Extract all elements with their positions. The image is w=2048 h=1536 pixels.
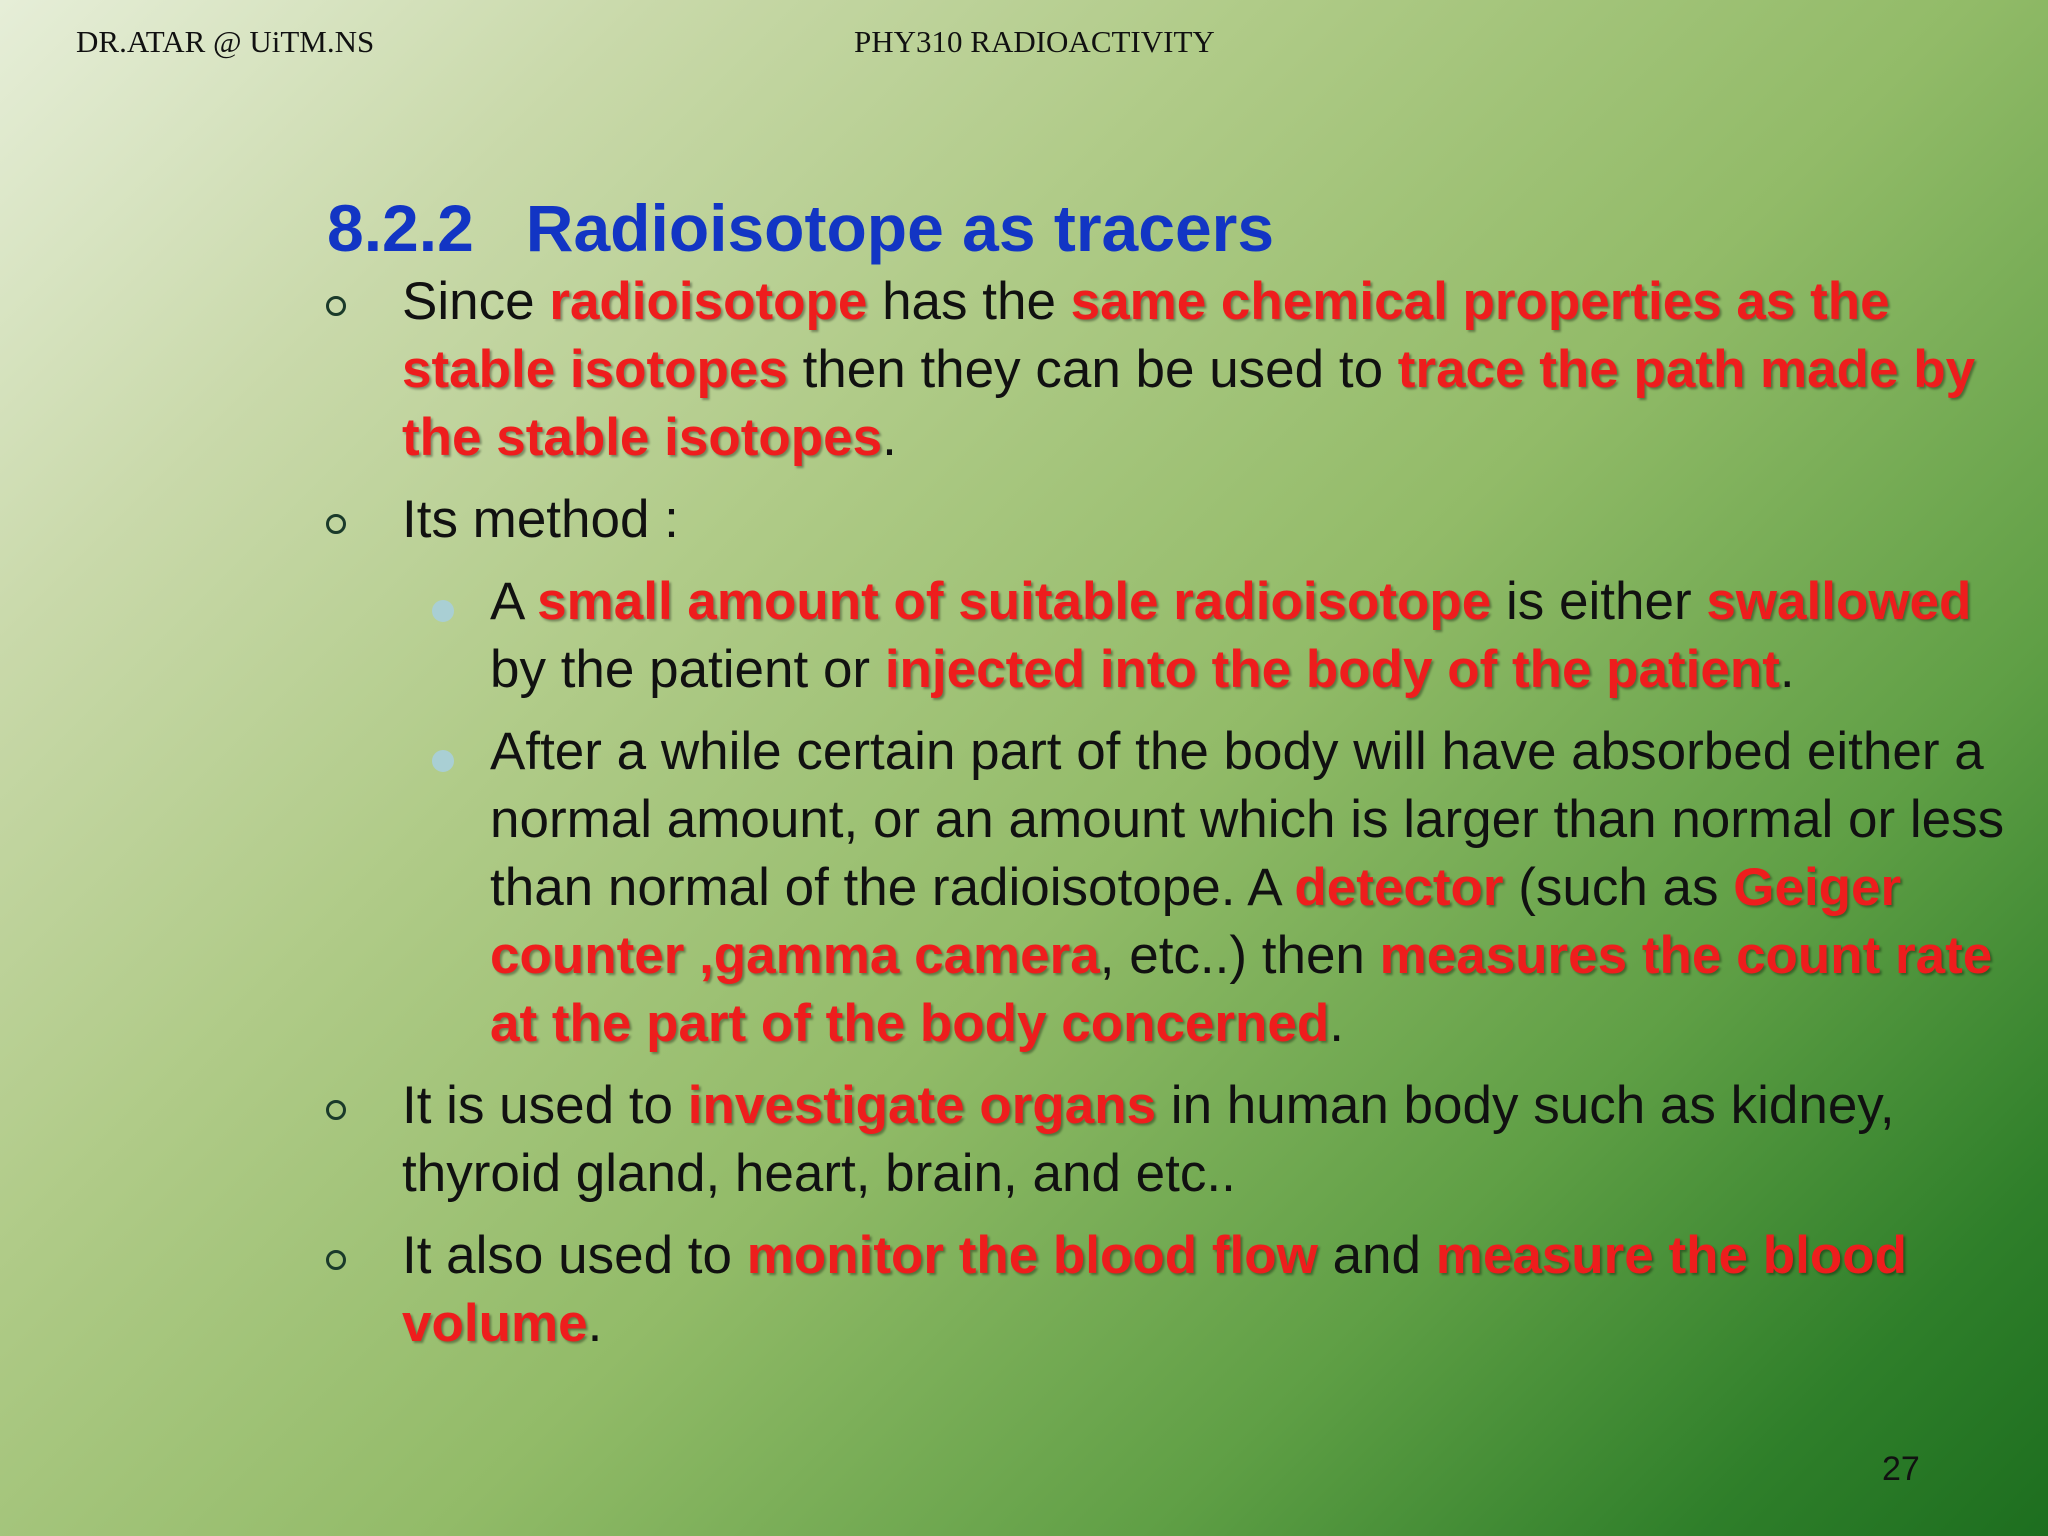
text: . <box>587 1294 603 1353</box>
highlight: detector <box>1294 858 1504 917</box>
hollow-circle-bullet-icon <box>326 1100 346 1120</box>
text: It also used to <box>402 1226 747 1285</box>
highlight: trace the path made by the stable isotopes <box>402 340 1976 467</box>
text: After a while certain part of the body will have absorbed either a normal amount, or an amount which is larger than normal or less than normal of the radioisotope. A <box>490 722 2005 917</box>
slide-title <box>327 190 1274 266</box>
bullet-investigate-organs <box>326 1072 2016 1208</box>
highlight: small amount of suitable radioisotope <box>537 572 1492 631</box>
highlight: investigate organs <box>687 1076 1157 1135</box>
slide-content <box>326 268 2016 1372</box>
highlight: Geiger counter ,gamma camera <box>490 858 1902 985</box>
text: is either <box>1491 572 1707 631</box>
hollow-circle-bullet-icon <box>326 296 346 316</box>
highlight: injected into the body of the patient <box>884 640 1780 699</box>
text: has the <box>867 272 1071 331</box>
text: A <box>490 572 538 631</box>
section-number: 8.2.2 <box>327 191 474 265</box>
text: . <box>1779 640 1795 699</box>
highlight: radioisotope <box>549 272 868 331</box>
header-author: DR.ATAR @ UiTM.NS <box>76 24 375 59</box>
highlight: measure the blood volume <box>402 1226 1907 1353</box>
text: in human body such as kidney, thyroid gland, heart, brain, and etc.. <box>402 1076 1895 1203</box>
highlight: swallowed <box>1706 572 1972 631</box>
text: (such as <box>1503 858 1734 917</box>
text: Its method : <box>402 490 679 549</box>
text: . <box>882 408 897 467</box>
filled-dot-bullet-icon <box>432 750 454 772</box>
sub-bullet-detector <box>326 718 2016 1058</box>
text: then they can be used to <box>787 340 1398 399</box>
highlight: measures the count rate at the part of the body concerned <box>490 926 1993 1053</box>
hollow-circle-bullet-icon <box>326 1250 346 1270</box>
highlight: monitor the blood flow <box>746 1226 1318 1285</box>
bullet-blood-flow <box>326 1222 2016 1358</box>
highlight: same chemical properties as the stable isotopes <box>402 272 1890 399</box>
header-course: PHY310 RADIOACTIVITY <box>854 24 1215 59</box>
text: . <box>1329 994 1344 1053</box>
section-title: Radioisotope as tracers <box>525 191 1275 265</box>
hollow-circle-bullet-icon <box>326 514 346 534</box>
text: , etc..) then <box>1099 926 1380 985</box>
text: by the patient or <box>490 640 885 699</box>
text: and <box>1317 1226 1436 1285</box>
filled-dot-bullet-icon <box>432 600 454 622</box>
text: Since <box>402 272 550 331</box>
sub-bullet-administer <box>326 568 2016 704</box>
bullet-method <box>326 486 2016 554</box>
page-number: 27 <box>1882 1450 1920 1488</box>
bullet-tracer-principle <box>326 268 2016 472</box>
text: It is used to <box>402 1076 688 1135</box>
